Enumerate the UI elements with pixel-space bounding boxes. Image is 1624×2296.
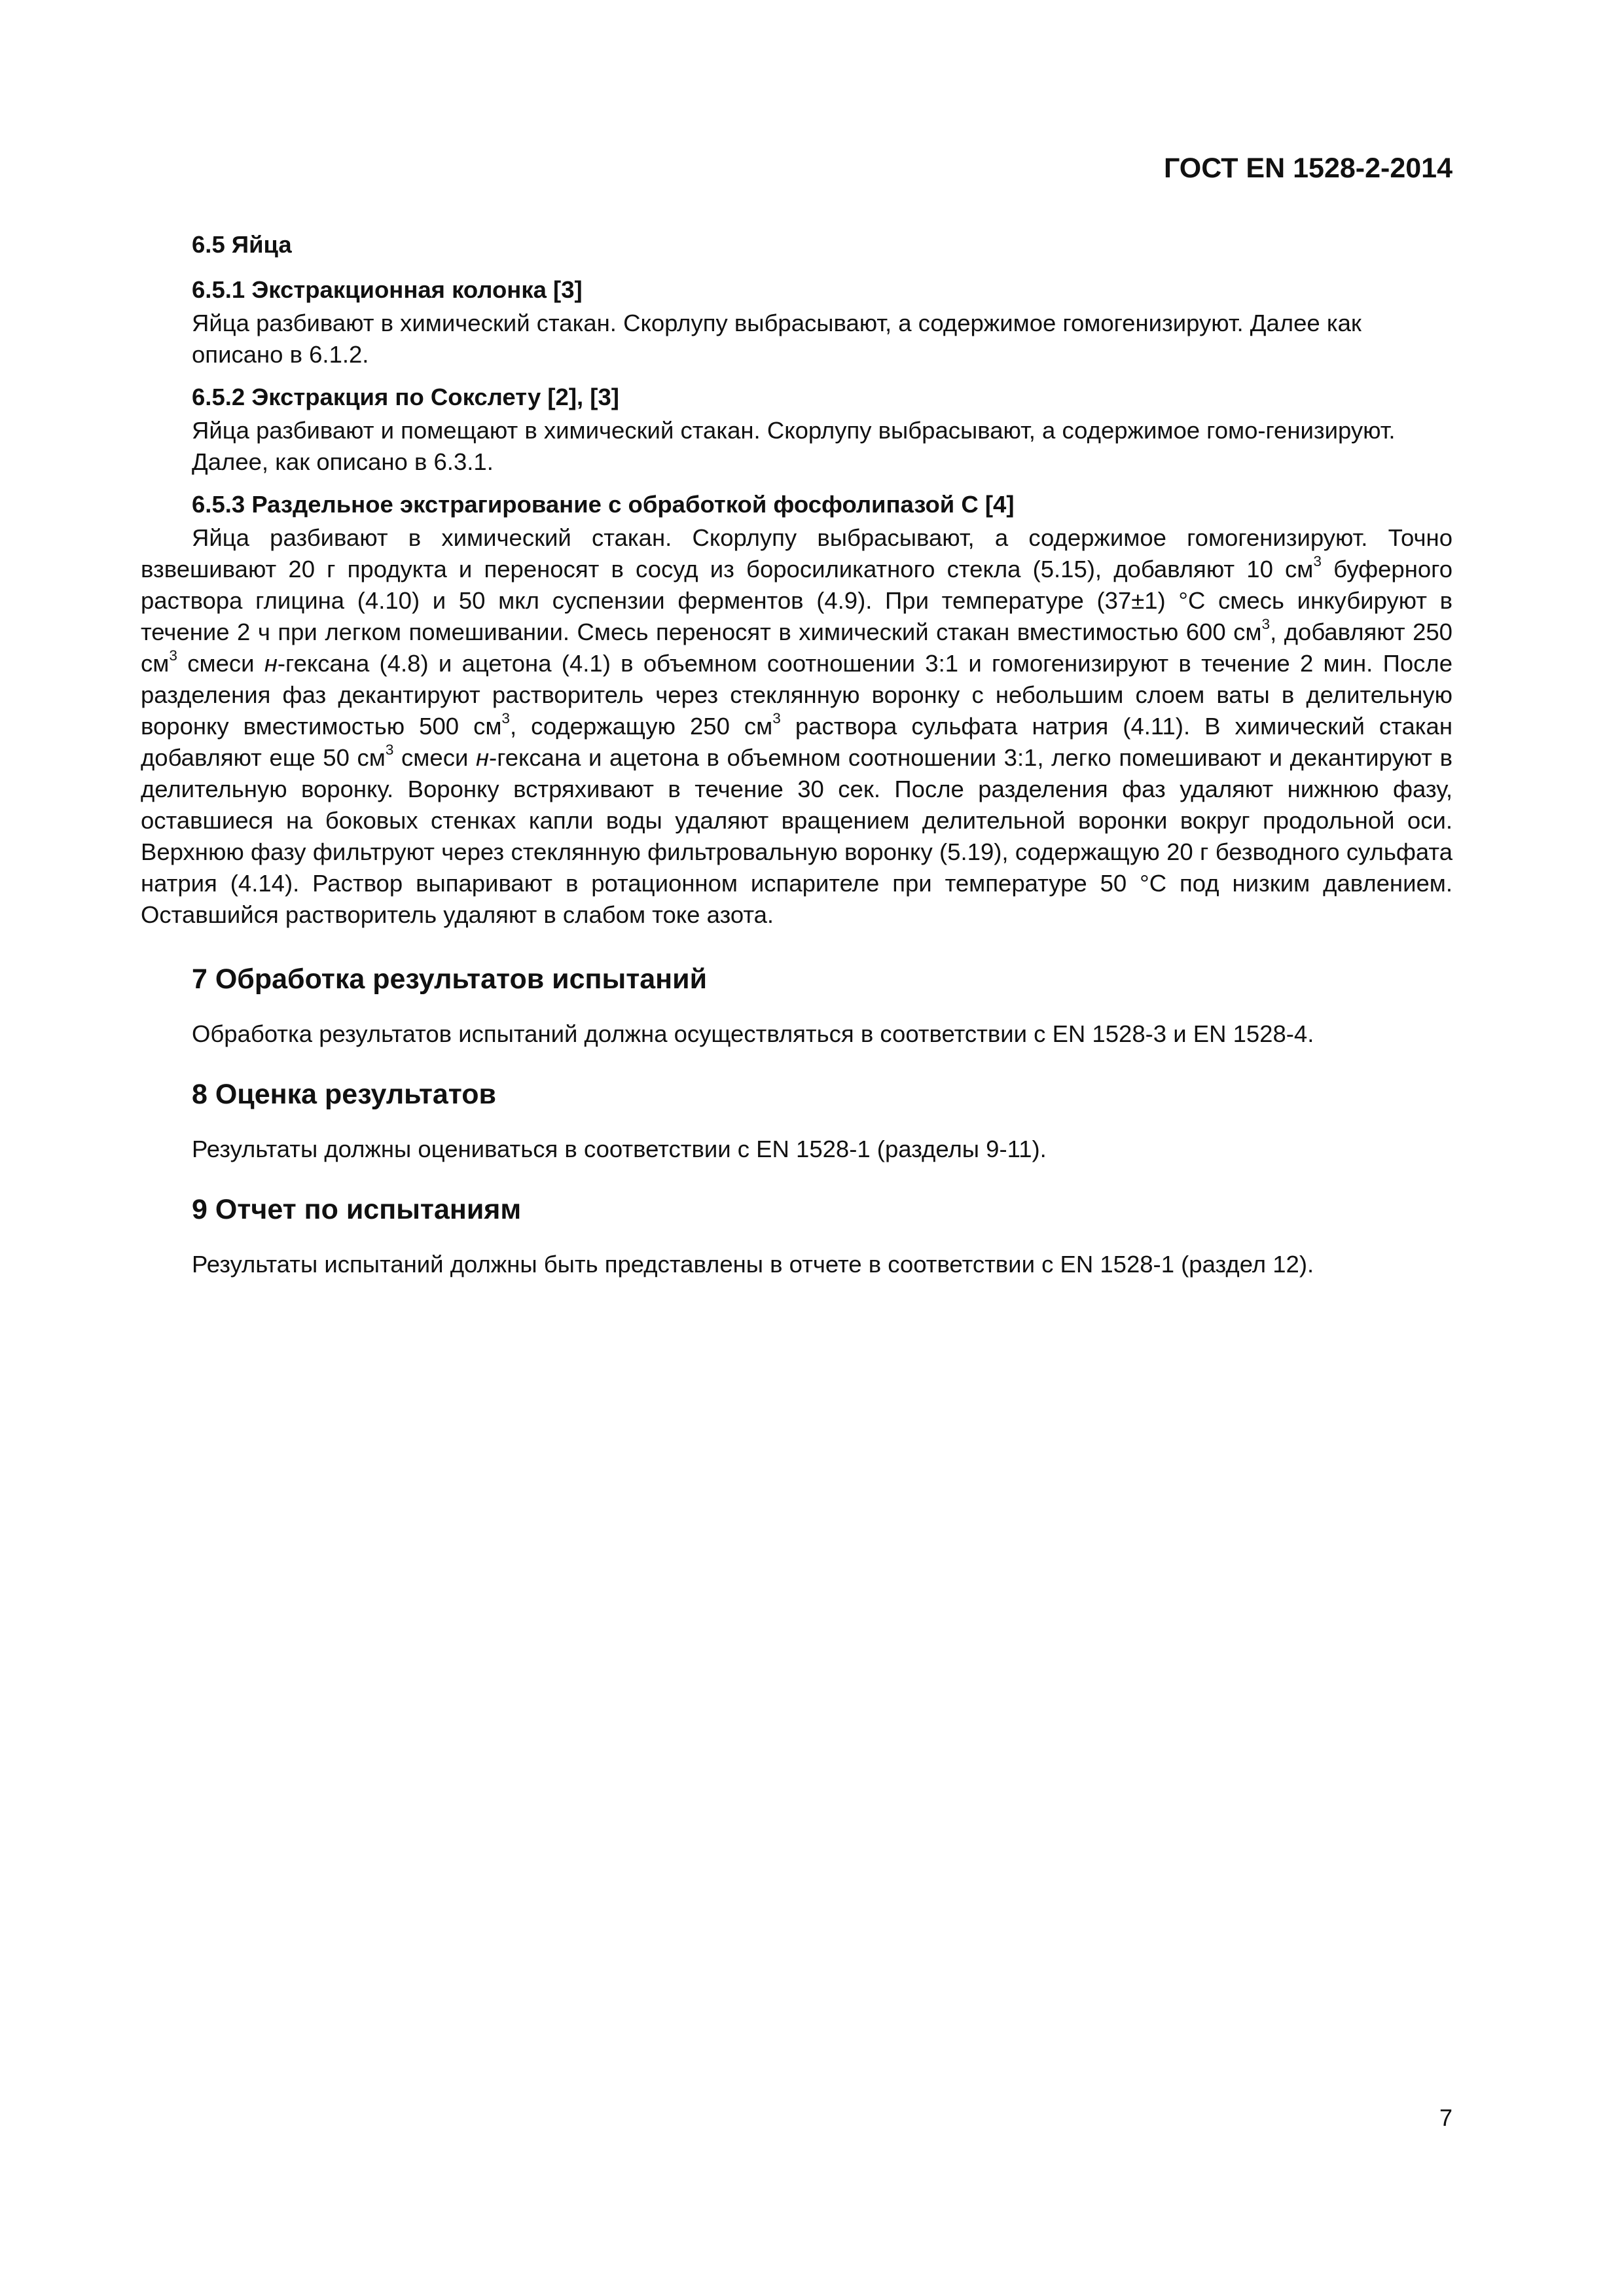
- page-content: [141, 229, 1453, 1280]
- italic-n: н: [264, 650, 278, 677]
- section-8-title: 8 Оценка результатов: [192, 1079, 496, 1110]
- page-number: 7: [1439, 2104, 1453, 2131]
- section-6-5-3-text: [141, 522, 1453, 931]
- section-6-5-1-text: Яйца разбивают в химический стакан. Скорлупу выбрасывают, а содержимое гомогенизируют. Далее как описано в 6.1.2.: [192, 310, 1362, 368]
- text-run: буферного раствора глицина (4.10) и 50 мкл суспензии ферментов (4.9). При температуре (37±1) °С смесь инкубируют в течение 2 ч при легком помешивании. Смесь переносят в химический стакан вместимостью 600 см: [141, 556, 1453, 645]
- superscript: 3: [169, 647, 177, 664]
- section-6-5-title: 6.5 Яйца: [192, 231, 292, 258]
- text-run: -гексана (4.8) и ацетона (4.1) в объемном соотношении 3:1 и гомогенизируют в течение 2 мин. После разделения фаз декантируют растворитель через стеклянную воронку с небольшим слоем ваты в делительную воронку вместимостью 500 см: [141, 650, 1453, 740]
- text-run: , добавляют 250 см: [141, 619, 1453, 677]
- section-6-5-2-title: 6.5.2 Экстракция по Сокслету [2], [3]: [192, 384, 619, 410]
- text-run: смеси: [177, 650, 264, 677]
- superscript: 3: [1313, 553, 1322, 570]
- superscript: 3: [385, 742, 394, 759]
- section-6-5-1-title: 6.5.1 Экстракционная колонка [3]: [192, 276, 583, 303]
- text-run: -гексана и ацетона в объемном соотношении 3:1, легко помешивают и декантируют в делительную воронку. Воронку встряхивают в течение 30 сек. После разделения фаз удаляют нижнюю фазу, оставшиеся на боковых стенках капли воды удаляют вращением делительной воронки вокруг продольной оси. Верхнюю фазу фильтруют через стеклянную фильтровальную воронку (5.19), содержащую 20 г безводного сульфата натрия (4.14). Раствор выпаривают в ротационном испарителе при температуре 50 °С под низким давлением. Оставшийся растворитель удаляют в слабом токе азота.: [141, 744, 1453, 928]
- section-6-5-3-title: 6.5.3 Раздельное экстрагирование с обработкой фосфолипазой С [4]: [192, 491, 1015, 518]
- document-id: ГОСТ EN 1528-2-2014: [1163, 152, 1453, 184]
- italic-n: н: [475, 744, 490, 771]
- text-run: раствора сульфата натрия (4.11). В химический стакан добавляют еще 50 см: [141, 713, 1453, 771]
- section-6-5-2-text-2: Далее, как описано в 6.3.1.: [192, 448, 494, 475]
- section-9-text: Результаты испытаний должны быть представлены в отчете в соответствии с EN 1528-1 (раздел 12).: [192, 1251, 1314, 1278]
- section-9-title: 9 Отчет по испытаниям: [192, 1194, 522, 1225]
- section-7-title: 7 Обработка результатов испытаний: [192, 963, 708, 995]
- text-run: смеси: [393, 744, 476, 771]
- superscript: 3: [772, 710, 781, 727]
- text-run: , содержащую 250 см: [510, 713, 773, 740]
- text-run: Яйца разбивают в химический стакан. Скорлупу выбрасывают, а содержимое гомогенизируют. Точно взвешивают 20 г продукта и переносят в сосуд из боросиликатного стекла (5.15), добавляют 10 см: [141, 524, 1453, 583]
- section-7-text: Обработка результатов испытаний должна осуществляться в соответствии с EN 1528-3 и EN 1528-4.: [192, 1020, 1314, 1047]
- section-8-text: Результаты должны оцениваться в соответствии с EN 1528-1 (разделы 9-11).: [192, 1136, 1047, 1162]
- section-6-5-2-text-1: Яйца разбивают и помещают в химический стакан. Скорлупу выбрасывают, а содержимое гомо-генизируют.: [192, 417, 1396, 444]
- superscript: 3: [1261, 616, 1271, 633]
- superscript: 3: [501, 710, 511, 727]
